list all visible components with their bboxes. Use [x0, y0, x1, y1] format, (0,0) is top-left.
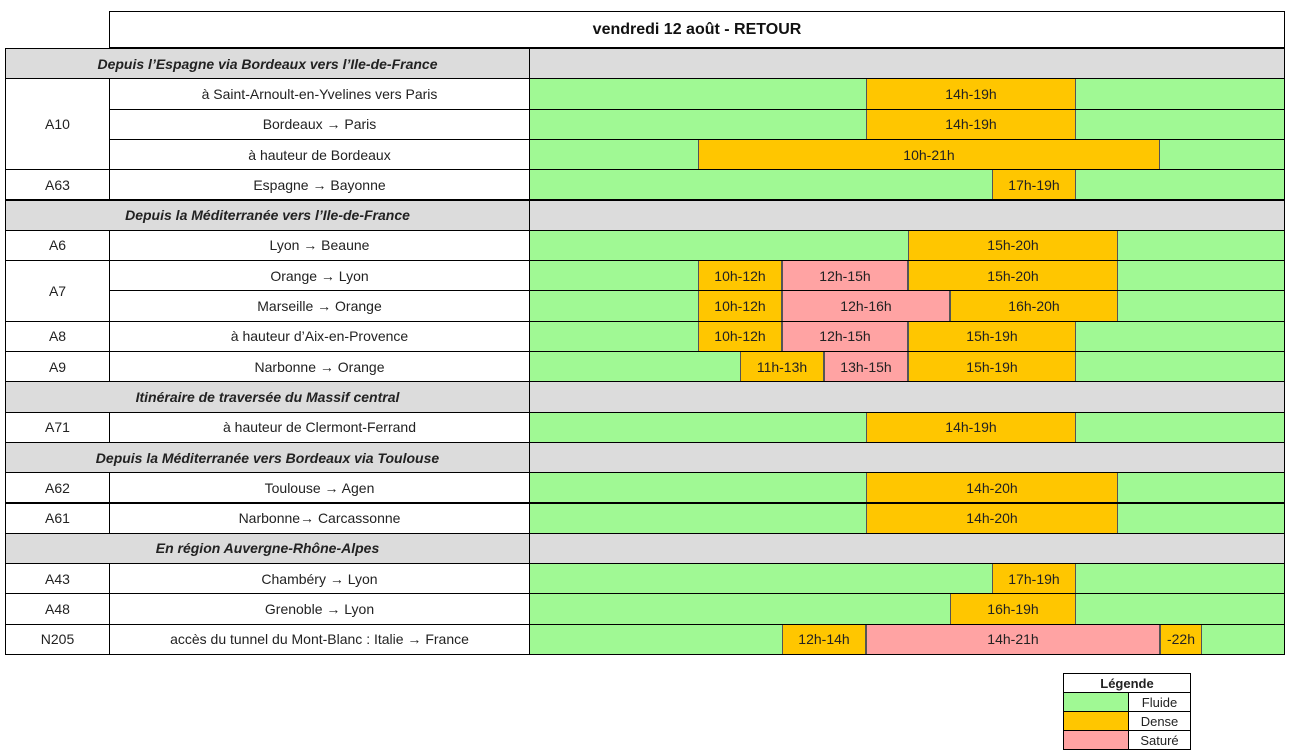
traffic-segment-dense: 11h-13h [740, 352, 824, 381]
traffic-segment-dense: 10h-12h [698, 291, 782, 320]
traffic-segment-sature: 12h-16h [782, 291, 950, 320]
route-cell: à hauteur de Clermont-Ferrand [109, 412, 530, 443]
section-title: Depuis la Méditerranée vers l’Ile-de-France [6, 201, 530, 230]
section-title: Depuis la Méditerranée vers Bordeaux via Toulouse [6, 443, 530, 472]
section-header [5, 48, 1285, 79]
traffic-segment-dense: 15h-19h [908, 322, 1076, 351]
traffic-segment-dense: 12h-14h [782, 625, 866, 654]
legend-label-dense: Dense [1140, 713, 1179, 729]
traffic-segment-dense: 15h-19h [908, 352, 1076, 381]
road-cell: A61 [5, 503, 110, 534]
route-cell: Espagne → Bayonne [109, 169, 530, 200]
legend-swatch-sature [1064, 731, 1129, 749]
traffic-segment-dense: 17h-19h [992, 170, 1076, 199]
traffic-segment-dense: 15h-20h [908, 231, 1118, 260]
traffic-segment-dense: 14h-19h [866, 413, 1076, 442]
route-cell: Lyon → Beaune [109, 230, 530, 261]
route-cell: Bordeaux → Paris [109, 109, 530, 140]
timeline-track [529, 624, 1285, 655]
road-cell: A43 [5, 563, 110, 594]
traffic-segment-dense: 14h-20h [866, 504, 1118, 533]
road-cell: A6 [5, 230, 110, 261]
legend [1063, 673, 1191, 750]
timeline-track [529, 563, 1285, 594]
traffic-segment-dense: 10h-12h [698, 322, 782, 351]
section-title: En région Auvergne-Rhône-Alpes [6, 534, 530, 563]
timeline-track [529, 109, 1285, 140]
route-cell: Grenoble → Lyon [109, 593, 530, 624]
section-title: Depuis l’Espagne via Bordeaux vers l’Ile-de-France [6, 49, 530, 78]
road-cell: A63 [5, 169, 110, 200]
route-cell: Marseille → Orange [109, 290, 530, 321]
road-cell: A71 [5, 412, 110, 443]
road-cell: A8 [5, 321, 110, 352]
traffic-segment-dense: 17h-19h [992, 564, 1076, 593]
road-cell: A62 [5, 472, 110, 503]
legend-swatch-dense [1064, 712, 1129, 730]
traffic-segment-sature: 14h-21h [866, 625, 1160, 654]
route-cell: Chambéry → Lyon [109, 563, 530, 594]
section-header [5, 200, 1285, 231]
timeline-track [529, 169, 1285, 200]
timeline-track [529, 290, 1285, 321]
page-title-text: vendredi 12 août - RETOUR [592, 20, 802, 38]
timeline-track [529, 593, 1285, 624]
timeline-track [529, 78, 1285, 109]
road-cell: A10 [5, 78, 110, 170]
timeline-track [529, 230, 1285, 261]
road-cell: A9 [5, 351, 110, 382]
section-header [5, 442, 1285, 473]
timeline-track [529, 472, 1285, 503]
legend-label-sature: Saturé [1140, 732, 1179, 748]
traffic-segment-dense: 16h-20h [950, 291, 1118, 320]
route-cell: Toulouse → Agen [109, 472, 530, 503]
legend-item-dense [1064, 712, 1190, 731]
traffic-segment-dense: -22h [1160, 625, 1202, 654]
route-cell: à Saint-Arnoult-en-Yvelines vers Paris [109, 78, 530, 109]
route-cell: accès du tunnel du Mont-Blanc : Italie → France [109, 624, 530, 655]
route-cell: Orange → Lyon [109, 260, 530, 291]
traffic-segment-sature: 13h-15h [824, 352, 908, 381]
legend-label-fluide: Fluide [1141, 694, 1178, 710]
section-header [5, 533, 1285, 564]
page-title [109, 11, 1285, 48]
road-cell: A7 [5, 260, 110, 322]
timeline-track [529, 412, 1285, 443]
timeline-track [529, 503, 1285, 534]
timeline-track [529, 351, 1285, 382]
section-title: Itinéraire de traversée du Massif central [6, 382, 530, 411]
legend-item-sature [1064, 731, 1190, 749]
traffic-segment-dense: 14h-19h [866, 79, 1076, 108]
traffic-segment-sature: 12h-15h [782, 322, 908, 351]
timeline-track [529, 260, 1285, 291]
section-header [5, 381, 1285, 412]
legend-title: Légende [1064, 674, 1190, 693]
traffic-segment-dense: 10h-12h [698, 261, 782, 290]
legend-swatch-fluide [1064, 693, 1129, 711]
road-cell: N205 [5, 624, 110, 655]
road-cell: A48 [5, 593, 110, 624]
route-cell: Narbonne → Orange [109, 351, 530, 382]
route-cell: Narbonne→ Carcassonne [109, 503, 530, 534]
traffic-segment-dense: 16h-19h [950, 594, 1076, 623]
timeline-track [529, 139, 1285, 170]
traffic-segment-dense: 14h-20h [866, 473, 1118, 502]
traffic-segment-sature: 12h-15h [782, 261, 908, 290]
traffic-segment-dense: 14h-19h [866, 110, 1076, 139]
traffic-segment-dense: 15h-20h [908, 261, 1118, 290]
timeline-track [529, 321, 1285, 352]
traffic-segment-dense: 10h-21h [698, 140, 1160, 169]
route-cell: à hauteur d’Aix-en-Provence [109, 321, 530, 352]
legend-item-fluide [1064, 693, 1190, 712]
route-cell: à hauteur de Bordeaux [109, 139, 530, 170]
